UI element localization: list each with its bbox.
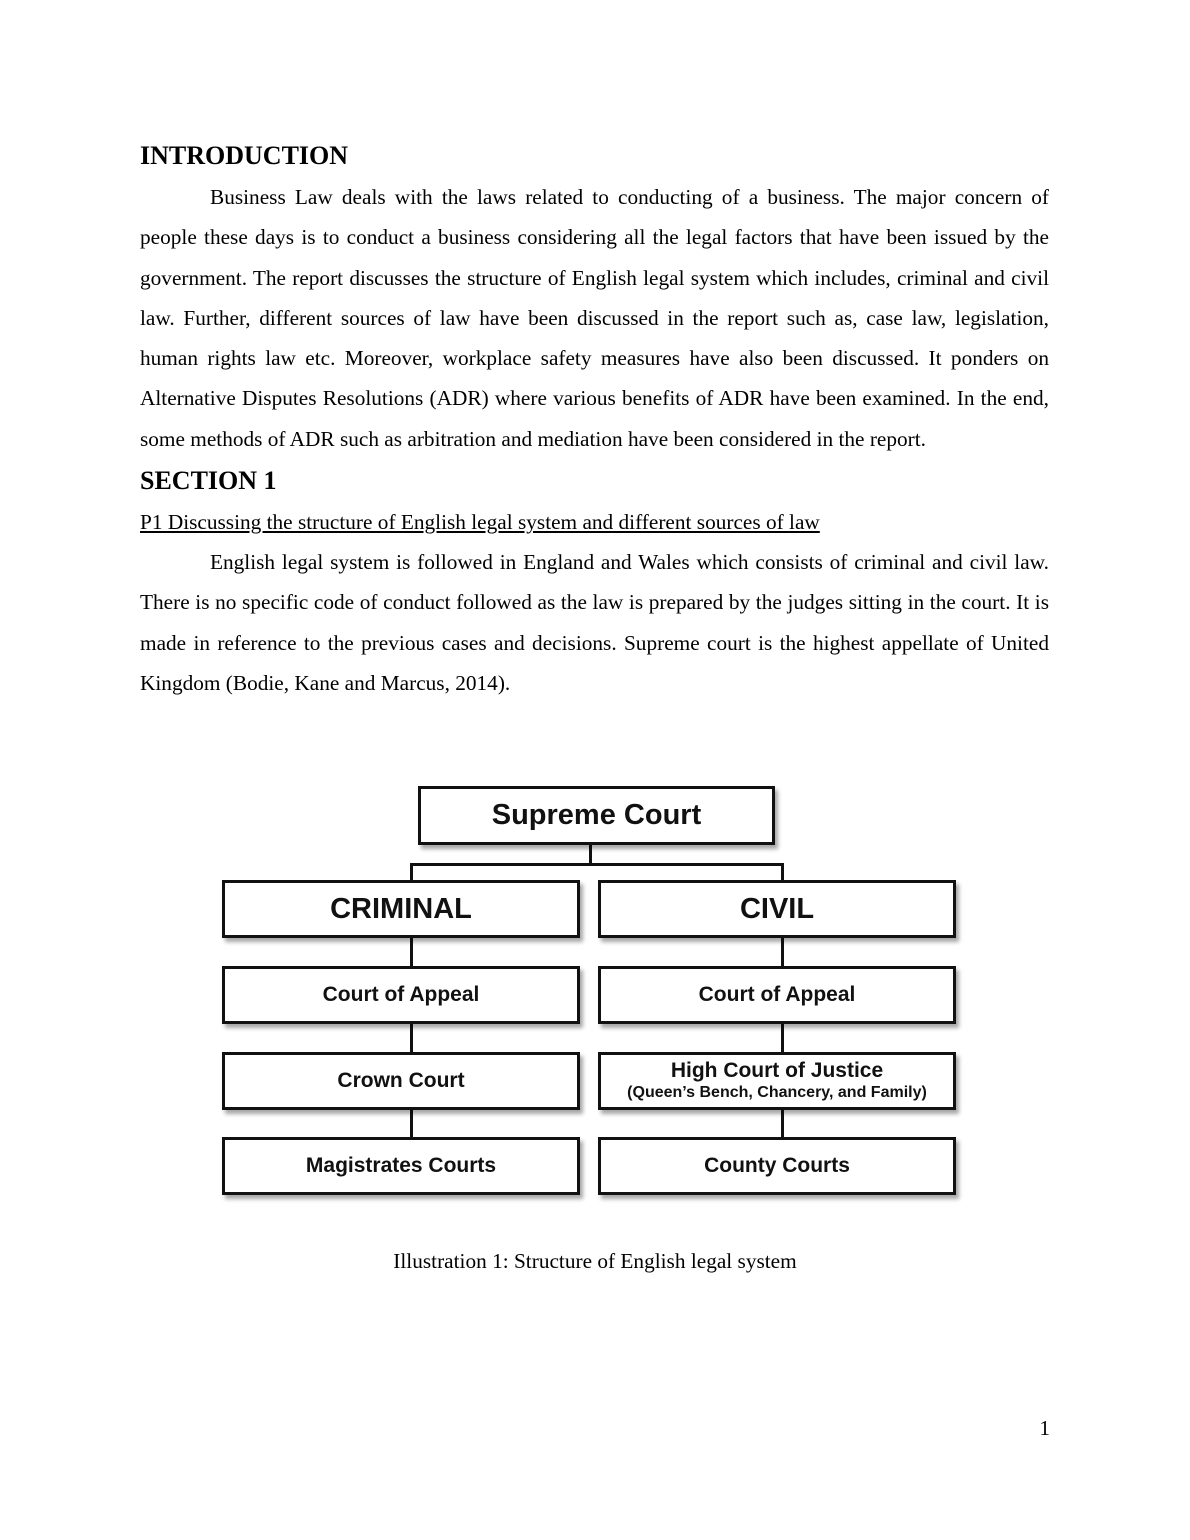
introduction-heading: INTRODUCTION xyxy=(140,141,349,170)
page-content xyxy=(140,138,1049,703)
connector xyxy=(410,863,413,881)
crown-court-label: Crown Court xyxy=(337,1069,465,1092)
civil-label: CIVIL xyxy=(739,892,815,925)
county-courts-label: County Courts xyxy=(704,1154,850,1177)
magistrates-courts-box xyxy=(222,1137,580,1195)
p1-subheading: P1 Discussing the structure of English legal system and different sources of law xyxy=(140,510,820,535)
connector xyxy=(781,937,784,967)
criminal-court-of-appeal-box xyxy=(222,966,580,1024)
criminal-court-of-appeal-label: Court of Appeal xyxy=(322,983,480,1006)
high-court-box xyxy=(598,1052,956,1110)
connector xyxy=(781,1109,784,1138)
section-1-heading: SECTION 1 xyxy=(140,466,277,496)
connector xyxy=(410,937,413,967)
civil-box xyxy=(598,880,956,938)
crown-court-box xyxy=(222,1052,580,1110)
connector xyxy=(589,844,592,864)
supreme-court-label: Supreme Court xyxy=(491,799,702,831)
supreme-court-box xyxy=(418,786,775,845)
connector xyxy=(410,1023,413,1053)
civil-court-of-appeal-box xyxy=(598,966,956,1024)
criminal-label: CRIMINAL xyxy=(330,892,472,925)
connector xyxy=(781,1023,784,1053)
magistrates-courts-label: Magistrates Courts xyxy=(305,1154,497,1177)
civil-court-of-appeal-label: Court of Appeal xyxy=(698,983,856,1006)
legal-system-diagram xyxy=(222,786,958,1198)
high-court-subtitle: (Queen’s Bench, Chancery, and Family) xyxy=(627,1084,927,1101)
page-number: 1 xyxy=(1039,1416,1050,1440)
introduction-paragraph: Business Law deals with the laws related to conducting of a business. The major concern of people these days is to conduct a business considering all the legal factors that have been issued by the government. The report discusses the structure of English legal system which includes, criminal and civil law. Further, different sources of law have been discussed in the report such as, case law, legislation, human rights law etc. Moreover, workplace safety measures have also been discussed. It ponders on Alternative Disputes Resolutions (ADR) where various benefits of ADR have been examined. In the end, some methods of ADR such as arbitration and mediation have been considered in the report. xyxy=(140,185,1049,451)
connector xyxy=(410,1109,413,1138)
connector xyxy=(410,863,784,866)
county-courts-box xyxy=(598,1137,956,1195)
high-court-label: High Court of Justice xyxy=(670,1059,884,1082)
connector xyxy=(781,863,784,881)
criminal-box xyxy=(222,880,580,938)
illustration-caption: Illustration 1: Structure of English legal system xyxy=(393,1249,797,1273)
section-1-paragraph: English legal system is followed in England and Wales which consists of criminal and civil law. There is no specific code of conduct followed as the law is prepared by the judges sitting in the court. It is made in reference to the previous cases and decisions. Supreme court is the highest appellate of United Kingdom (Bodie, Kane and Marcus, 2014). xyxy=(140,550,1049,695)
